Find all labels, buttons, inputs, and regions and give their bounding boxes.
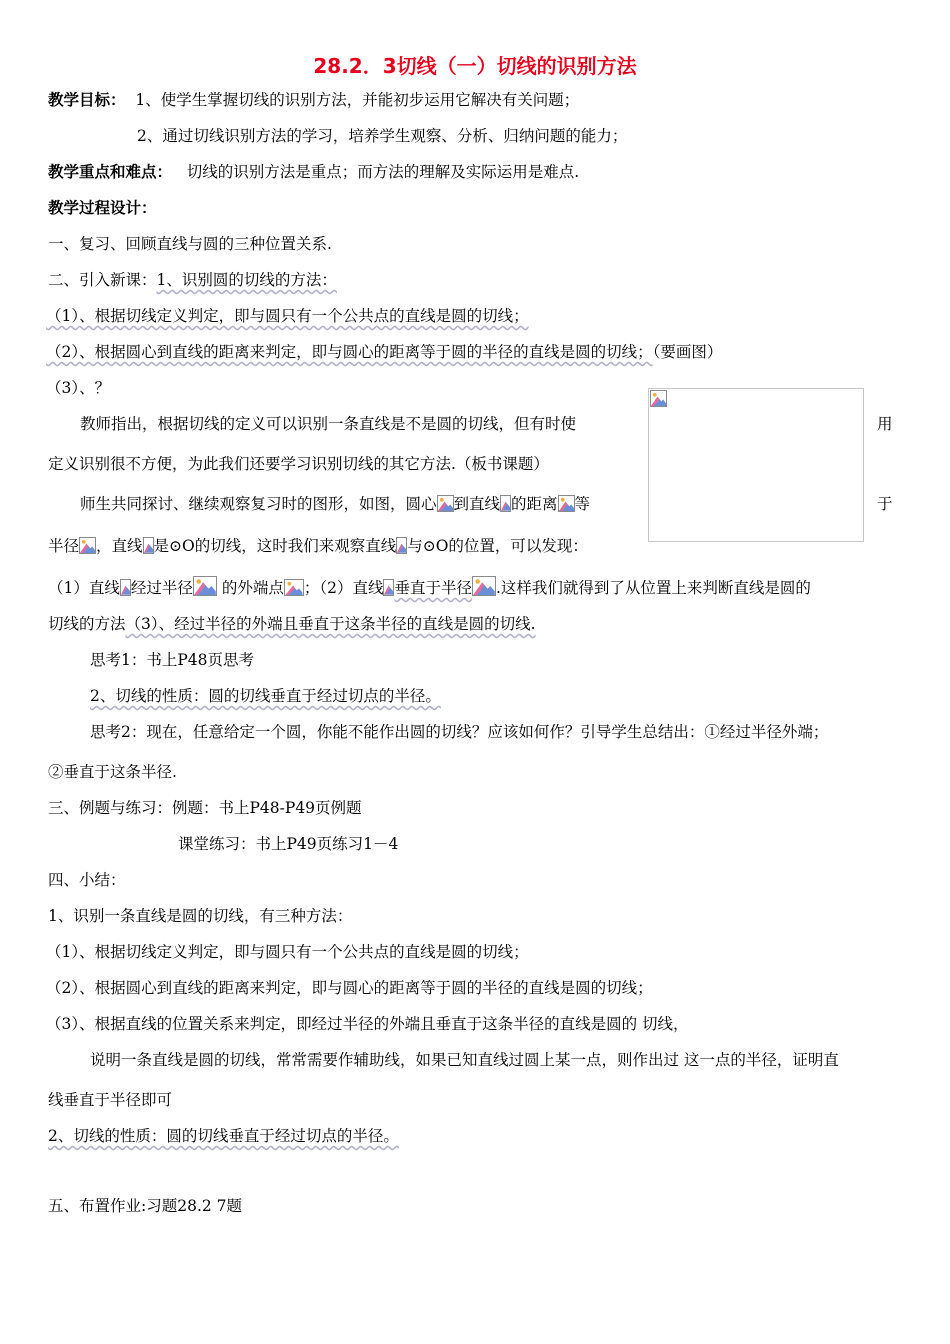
- para-3-b: [48, 614, 536, 634]
- para-2-b3: 是⊙O的切线，这时我们来观察直线: [153, 537, 397, 555]
- process-label: 教学过程设计：: [48, 199, 157, 217]
- para-1-b: 定义识别很不方便，为此我们还要学习识别切线的其它方法.（板书课题）: [48, 455, 549, 473]
- goals-line-1: [48, 90, 579, 110]
- broken-image-icon: [650, 390, 667, 407]
- broken-image-icon: [437, 495, 454, 512]
- goal-item-2: 2、通过切线识别方法的学习，培养学生观察、分析、归纳问题的能力；: [137, 127, 628, 145]
- para-3-5: 垂直于半径: [394, 579, 472, 597]
- key-points-label: 教学重点和难点：: [48, 163, 173, 181]
- para-3-2: 经过半径: [130, 579, 193, 597]
- method-title: 1、识别圆的切线的方法：: [156, 271, 337, 289]
- broken-image-icon: [396, 537, 407, 554]
- key-points-line: [48, 162, 579, 182]
- summary-3: （2）、根据圆心到直线的距离来判定，即与圆心的距离等于圆的半径的直线是圆的切线；: [46, 979, 653, 997]
- key-points-text: 切线的识别方法是重点；而方法的理解及实际运用是难点.: [186, 163, 580, 181]
- method-2-line: [46, 342, 722, 362]
- para-2-a3: 的距离: [511, 495, 558, 513]
- broken-image-icon: [383, 579, 394, 596]
- summary-5b: 线垂直于半径即可: [48, 1091, 173, 1109]
- figure-frame: [648, 388, 864, 542]
- section-2-prefix: 二、引入新课：: [48, 271, 157, 289]
- para-2-a1: 师生共同探讨、继续观察复习时的图形，如图，圆心: [80, 495, 437, 513]
- para-3-6: .这样我们就得到了从位置上来判断直线是圆的: [495, 579, 811, 597]
- para-3-3: 的外端点: [221, 579, 284, 597]
- para-3-b2: （3）、经过半径的外端且垂直于这条半径的直线是圆的切线.: [125, 615, 536, 633]
- section-3-line-1: 三、例题与练习：例题：书上P48-P49页例题: [48, 799, 362, 817]
- think-2-b: ②垂直于这条半径.: [48, 763, 177, 781]
- para-2-b2: ，直线: [96, 537, 143, 555]
- section-1: 一、复习、回顾直线与圆的三种位置关系.: [48, 235, 332, 253]
- broken-image-icon: [193, 576, 217, 596]
- para-3: [48, 576, 811, 598]
- broken-image-icon: [284, 579, 304, 596]
- tangent-property: 2、切线的性质：圆的切线垂直于经过切点的半径。: [90, 687, 441, 705]
- para-2-b1: 半径: [48, 537, 80, 555]
- broken-image-icon: [500, 495, 511, 512]
- summary-1: 1、识别一条直线是圆的切线，有三种方法：: [48, 907, 353, 925]
- page-title: 28.2．3切线（一）切线的识别方法: [313, 54, 637, 78]
- para-2-right: 于: [877, 495, 893, 513]
- think-1: 思考1：书上P48页思考: [90, 651, 255, 669]
- section-2-heading: [48, 270, 337, 290]
- para-3-b1: 切线的方法: [48, 615, 126, 633]
- para-2-a4: 等: [574, 495, 591, 513]
- summary-5a: 说明一条直线是圆的切线，常常需要作辅助线，如果已知直线过圆上某一点，则作出过 这一点的半径，证明直: [90, 1051, 839, 1069]
- method-1: （1）、根据切线定义判定，即与圆只有一个公共点的直线是圆的切线；: [46, 307, 529, 325]
- broken-image-icon: [472, 576, 496, 596]
- section-4-label: 四、小结：: [48, 871, 126, 889]
- para-3-1: （1）直线: [48, 579, 120, 597]
- summary-4: （3）、根据直线的位置关系来判定，即经过半径的外端且垂直于这条半径的直线是圆的 切线，: [46, 1015, 689, 1033]
- section-5: 五、布置作业:习题28.2 7题: [48, 1197, 243, 1215]
- broken-image-icon: [143, 537, 154, 554]
- method-2-note: （要画图）: [652, 343, 723, 361]
- para-1-right: 用: [877, 415, 893, 433]
- summary-2: （1）、根据切线定义判定，即与圆只有一个公共点的直线是圆的切线；: [46, 943, 529, 961]
- para-3-4: ；（2）直线: [303, 579, 384, 597]
- method-2: （2）、根据圆心到直线的距离来判定，即与圆心的距离等于圆的半径的直线是圆的切线；: [46, 343, 653, 361]
- broken-image-icon: [558, 495, 575, 512]
- para-2-b: [48, 536, 588, 556]
- think-2-a: 思考2：现在，任意给定一个圆，你能不能作出圆的切线？应该如何作？引导学生总结出：①经过半径外端；: [90, 723, 829, 741]
- broken-image-icon: [79, 537, 96, 554]
- summary-6: 2、切线的性质：圆的切线垂直于经过切点的半径。: [48, 1127, 399, 1145]
- para-1-a: 教师指出，根据切线的定义可以识别一条直线是不是圆的切线，但有时使: [80, 415, 577, 433]
- goal-item-1: 1、使学生掌握切线的识别方法，并能初步运用它解决有关问题；: [135, 91, 580, 109]
- method-3: （3）、？: [46, 379, 111, 397]
- para-2-a2: 到直线: [453, 495, 501, 513]
- section-3-line-2: 课堂练习：书上P49页练习1－4: [178, 835, 399, 853]
- goals-label: 教学目标：: [48, 91, 126, 109]
- para-2-b4: 与⊙O的位置，可以发现：: [407, 537, 588, 555]
- para-2-a: [80, 494, 590, 514]
- broken-image-icon: [120, 579, 131, 596]
